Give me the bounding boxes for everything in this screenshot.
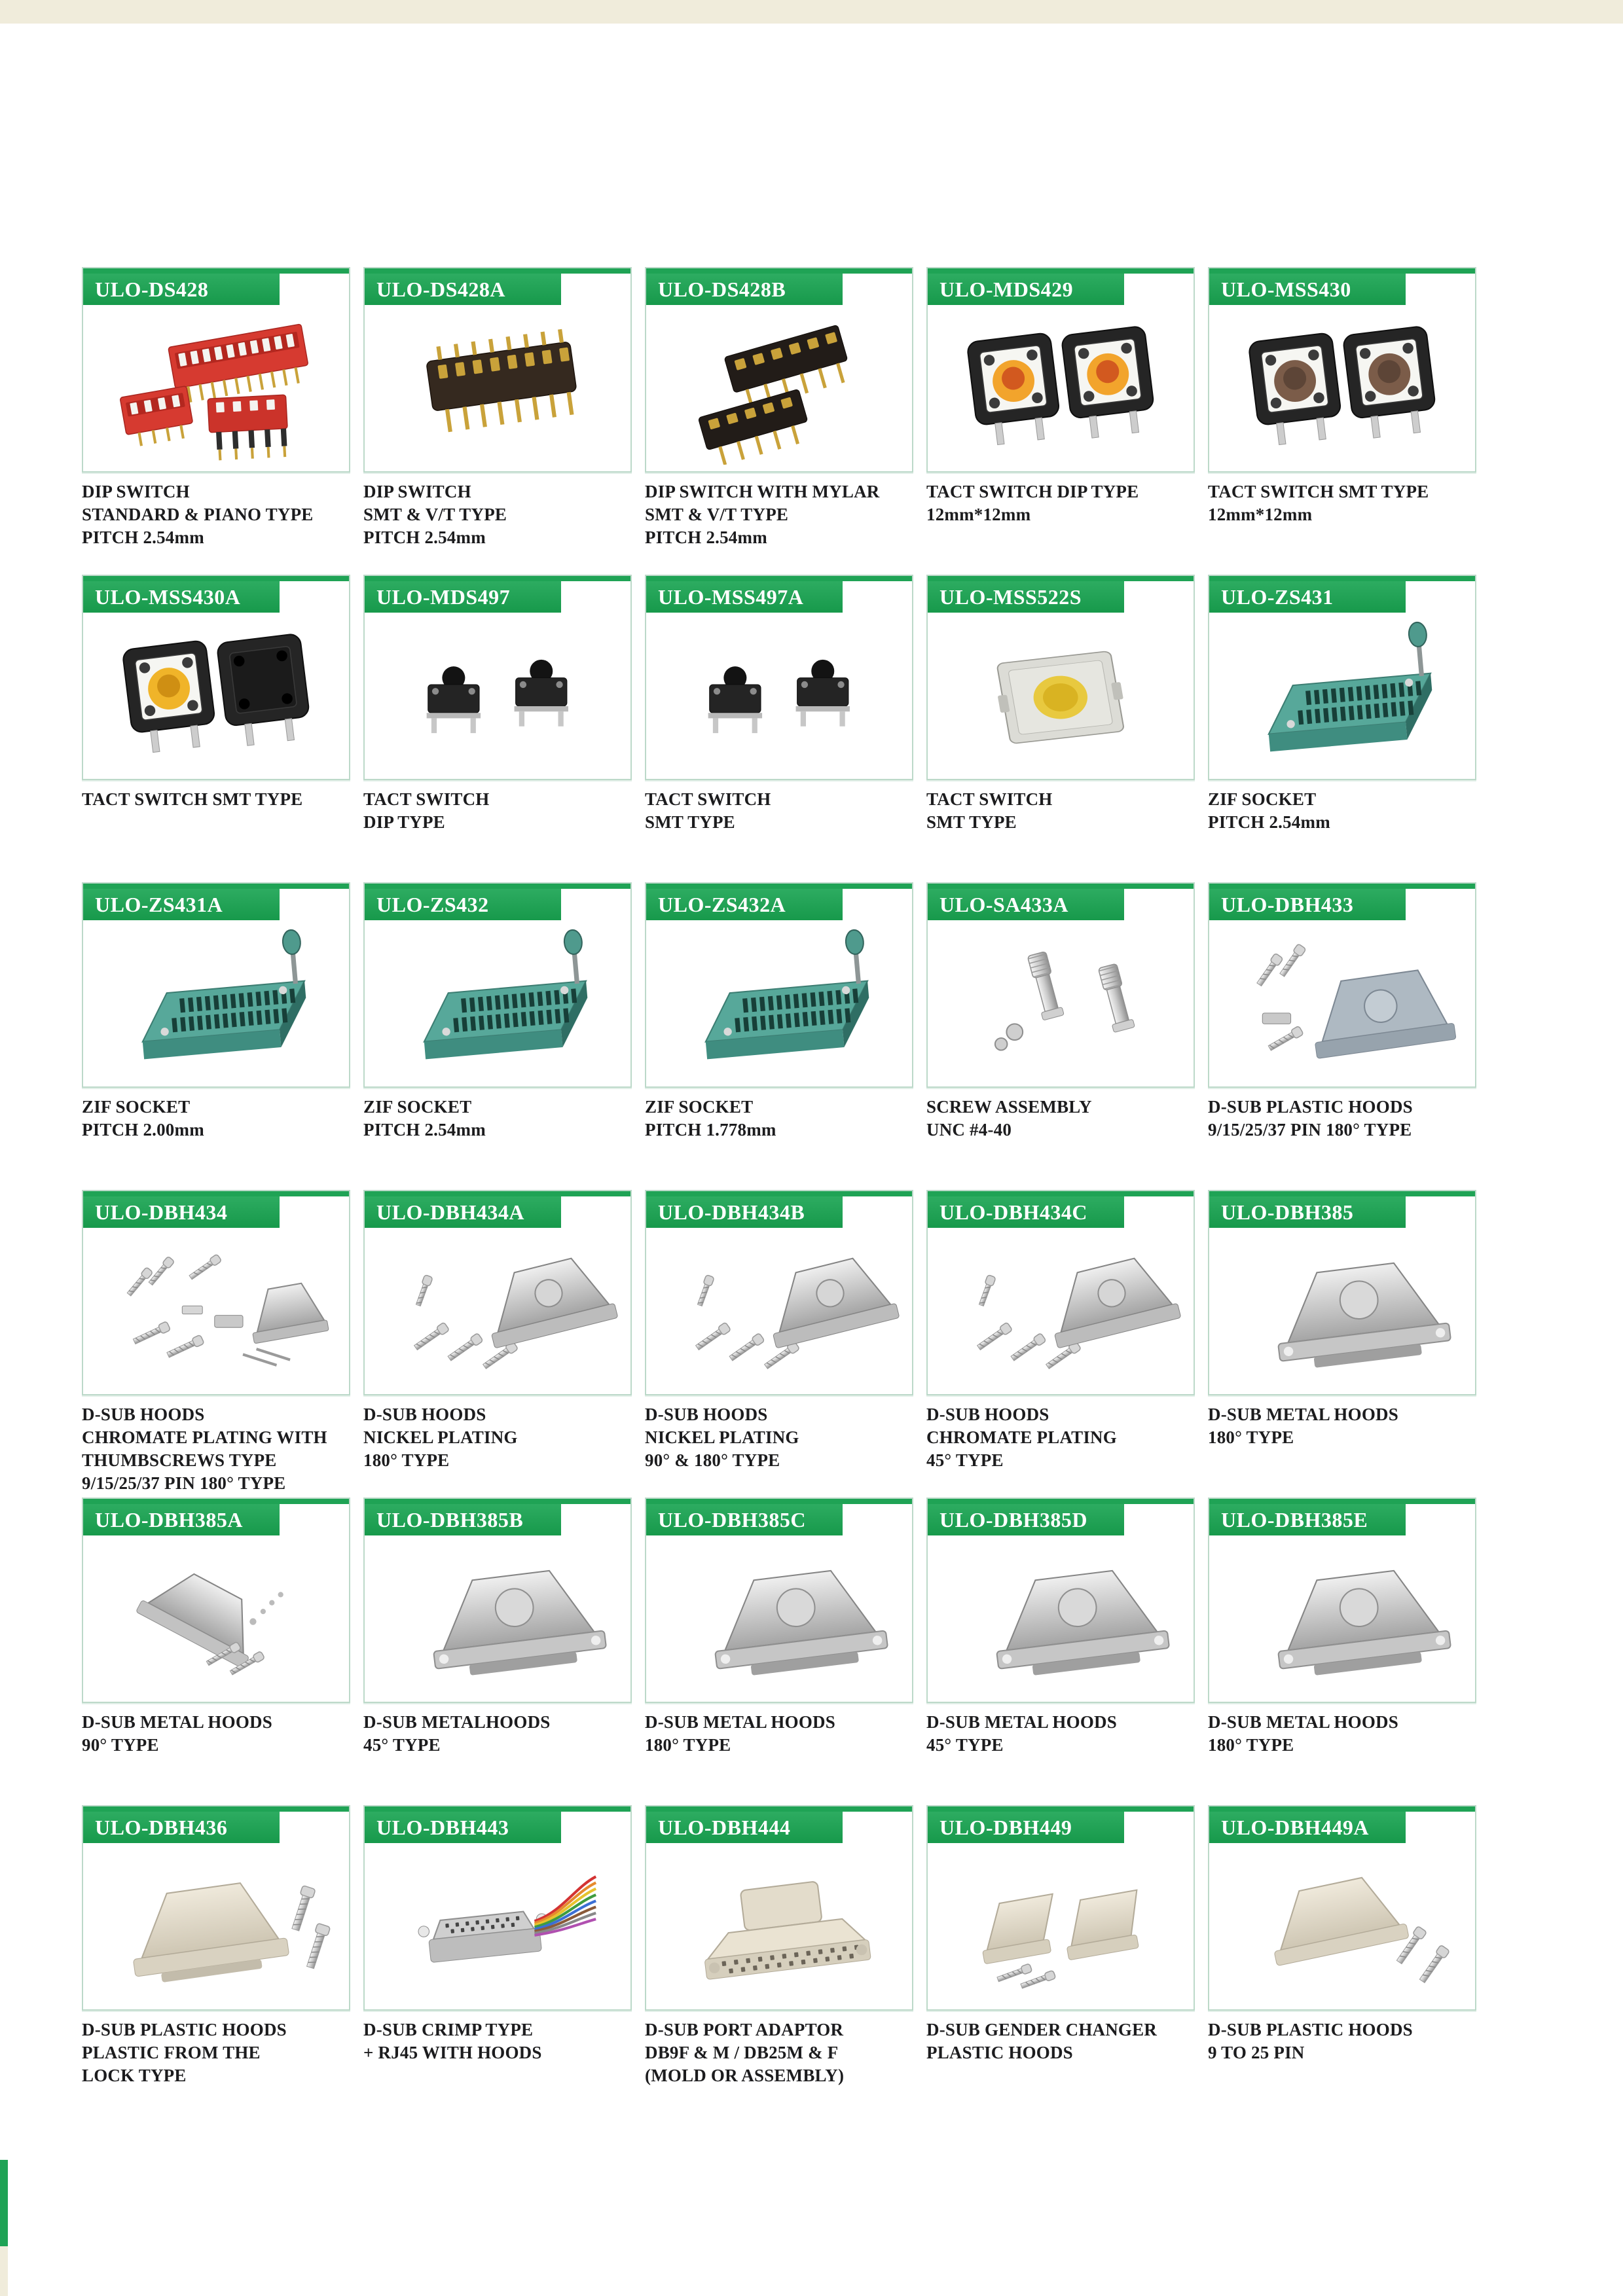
product-cell	[926, 1498, 1195, 1805]
product-card	[645, 1498, 913, 1703]
product-illustration-tact-switch-yellow	[83, 613, 349, 778]
product-description	[82, 480, 350, 549]
product-description-line: CHROMATE PLATING WITH	[82, 1427, 327, 1447]
product-description-line: SMT & V/T TYPE	[363, 505, 507, 524]
product-cell	[82, 882, 350, 1190]
card-top-strip	[365, 268, 630, 274]
product-cell	[926, 882, 1195, 1190]
product-code-label	[83, 889, 280, 920]
product-description-line: UNC #4-40	[926, 1120, 1012, 1139]
product-card	[645, 267, 913, 473]
product-description-line: D-SUB HOODS	[363, 1405, 486, 1424]
product-card	[926, 882, 1195, 1088]
product-illustration-metal-hood	[365, 1535, 630, 1700]
card-top-strip	[646, 884, 912, 889]
product-code-label	[928, 1812, 1124, 1843]
product-card	[82, 1190, 350, 1395]
product-description-line: D-SUB PLASTIC HOODS	[1208, 2020, 1413, 2039]
product-description	[82, 2018, 350, 2087]
product-description-line: ZIF SOCKET	[363, 1097, 472, 1117]
product-description	[82, 1403, 350, 1495]
card-top-strip	[928, 576, 1194, 581]
product-code-label	[1209, 1504, 1406, 1535]
product-illustration-port-adaptor	[646, 1843, 912, 2008]
card-top-strip	[928, 884, 1194, 889]
product-description	[363, 1711, 632, 1757]
product-code-label	[1209, 889, 1406, 920]
product-description-line: CHROMATE PLATING	[926, 1427, 1117, 1447]
card-top-strip	[1209, 1499, 1475, 1504]
product-description	[1208, 480, 1476, 526]
product-code-label	[83, 1504, 280, 1535]
product-description-line: TACT SWITCH DIP TYPE	[926, 482, 1139, 501]
product-description	[363, 1096, 632, 1141]
product-description-line: 180° TYPE	[363, 1450, 450, 1470]
page-edge-marker-green	[0, 2160, 8, 2246]
product-description-line: TACT SWITCH	[363, 789, 490, 809]
card-top-strip	[646, 268, 912, 274]
product-description-line: + RJ45 WITH HOODS	[363, 2043, 542, 2062]
product-cell	[1208, 575, 1476, 882]
product-code-label	[365, 274, 561, 305]
product-card	[1208, 575, 1476, 780]
product-code: ULO-ZS431A	[95, 892, 223, 916]
product-description-line: DIP SWITCH WITH MYLAR	[645, 482, 880, 501]
product-description	[645, 1096, 913, 1141]
product-description	[363, 788, 632, 834]
product-description	[645, 1711, 913, 1757]
product-illustration-zif-socket	[646, 920, 912, 1085]
product-card	[1208, 882, 1476, 1088]
product-code-label	[365, 581, 561, 613]
product-code: ULO-DBH434B	[658, 1200, 805, 1224]
product-description-line: D-SUB PLASTIC HOODS	[1208, 1097, 1413, 1117]
product-description-line: D-SUB CRIMP TYPE	[363, 2020, 534, 2039]
product-description	[645, 480, 913, 549]
card-top-strip	[1209, 576, 1475, 581]
product-illustration-hood-kit-gray	[1209, 920, 1475, 1085]
product-card	[363, 1498, 632, 1703]
product-description	[645, 2018, 913, 2087]
product-code: ULO-MDS429	[939, 277, 1074, 301]
top-accent-bar	[0, 0, 1623, 24]
product-code-label	[646, 581, 843, 613]
product-description-line: D-SUB HOODS	[645, 1405, 768, 1424]
product-description-line: D-SUB METALHOODS	[363, 1712, 551, 1732]
product-description-line: (MOLD OR ASSEMBLY)	[645, 2066, 845, 2085]
product-cell	[363, 882, 632, 1190]
card-top-strip	[83, 1191, 349, 1196]
product-code: ULO-DBH444	[658, 1815, 791, 1839]
product-code-label	[928, 1196, 1124, 1228]
product-description-line: 12mm*12mm	[926, 505, 1031, 524]
product-description	[1208, 788, 1476, 834]
product-description-line: 180° TYPE	[645, 1735, 731, 1755]
product-card	[363, 575, 632, 780]
product-card	[82, 1498, 350, 1703]
product-card	[645, 1190, 913, 1395]
product-illustration-dip-switch-mylar	[646, 305, 912, 470]
product-description-line: SMT & V/T TYPE	[645, 505, 789, 524]
product-description-line: SMT TYPE	[926, 812, 1017, 832]
product-cell	[926, 267, 1195, 575]
product-grid	[82, 267, 1476, 2113]
product-card	[645, 1805, 913, 2011]
product-description	[363, 2018, 632, 2064]
product-code: ULO-DBH385	[1221, 1200, 1354, 1224]
product-cell	[82, 1190, 350, 1498]
product-code-label	[646, 1196, 843, 1228]
card-top-strip	[928, 268, 1194, 274]
product-card	[645, 882, 913, 1088]
product-description	[1208, 2018, 1476, 2064]
product-card	[926, 575, 1195, 780]
product-code: ULO-ZS432	[376, 892, 489, 916]
product-code: ULO-SA433A	[939, 892, 1069, 916]
product-description-line: DIP SWITCH	[82, 482, 190, 501]
product-description-line: DB9F & M / DB25M & F	[645, 2043, 839, 2062]
product-illustration-metal-hood	[646, 1535, 912, 1700]
product-illustration-crimp-rj45	[365, 1843, 630, 2008]
product-illustration-hood-kit-parts	[83, 1228, 349, 1393]
product-cell	[1208, 1498, 1476, 1805]
product-description-line: NICKEL PLATING	[363, 1427, 518, 1447]
product-illustration-hood-kit-metal	[646, 1228, 912, 1393]
product-description-line: SCREW ASSEMBLY	[926, 1097, 1092, 1117]
product-cell	[645, 575, 913, 882]
card-top-strip	[83, 1499, 349, 1504]
product-code-label	[646, 274, 843, 305]
product-code-label	[365, 1812, 561, 1843]
product-code-label	[365, 1504, 561, 1535]
product-card	[363, 1190, 632, 1395]
product-description-line: PITCH 2.54mm	[1208, 812, 1330, 832]
product-card	[1208, 1805, 1476, 2011]
product-illustration-metal-hood-kit	[83, 1535, 349, 1700]
product-description-line: LOCK TYPE	[82, 2066, 187, 2085]
product-code-label	[1209, 1812, 1406, 1843]
product-code-label	[646, 1504, 843, 1535]
product-description-line: PITCH 2.54mm	[82, 528, 204, 547]
product-description	[363, 480, 632, 549]
product-code-label	[83, 581, 280, 613]
product-card	[1208, 1498, 1476, 1703]
product-description-line: D-SUB PORT ADAPTOR	[645, 2020, 844, 2039]
product-description	[926, 480, 1195, 526]
product-illustration-tact-switch-small	[646, 613, 912, 778]
card-top-strip	[83, 576, 349, 581]
product-card	[926, 1805, 1195, 2011]
product-description-line: D-SUB HOODS	[926, 1405, 1049, 1424]
product-illustration-screw-assembly	[928, 920, 1194, 1085]
product-code: ULO-DBH449	[939, 1815, 1072, 1839]
product-cell	[926, 1805, 1195, 2113]
product-description-line: PLASTIC HOODS	[926, 2043, 1073, 2062]
card-top-strip	[365, 576, 630, 581]
product-code: ULO-MSS497A	[658, 584, 804, 609]
product-description-line: TACT SWITCH SMT TYPE	[82, 789, 303, 809]
product-cell	[82, 267, 350, 575]
card-top-strip	[646, 1191, 912, 1196]
product-cell	[1208, 1190, 1476, 1498]
product-illustration-tact-switch-orange	[928, 305, 1194, 470]
product-code: ULO-DS428	[95, 277, 209, 301]
product-cell	[82, 1498, 350, 1805]
card-top-strip	[83, 268, 349, 274]
product-code-label	[928, 1504, 1124, 1535]
product-cell	[363, 575, 632, 882]
product-code-label	[83, 1812, 280, 1843]
product-illustration-zif-socket	[83, 920, 349, 1085]
product-description-line: D-SUB METAL HOODS	[1208, 1405, 1398, 1424]
product-description-line: D-SUB METAL HOODS	[1208, 1712, 1398, 1732]
product-illustration-metal-hood	[1209, 1535, 1475, 1700]
product-description-line: ZIF SOCKET	[645, 1097, 754, 1117]
product-description	[645, 1403, 913, 1472]
product-cell	[645, 1190, 913, 1498]
product-code: ULO-DBH443	[376, 1815, 509, 1839]
card-top-strip	[646, 1499, 912, 1504]
product-description	[926, 1096, 1195, 1141]
product-illustration-dip-switch-red	[83, 305, 349, 470]
product-illustration-gender-changer	[928, 1843, 1194, 2008]
product-cell	[363, 1190, 632, 1498]
product-code-label	[1209, 1196, 1406, 1228]
product-code-label	[365, 889, 561, 920]
product-code: ULO-MSS430	[1221, 277, 1351, 301]
card-top-strip	[646, 576, 912, 581]
card-top-strip	[365, 1806, 630, 1812]
product-description-line: 90° & 180° TYPE	[645, 1450, 780, 1470]
card-top-strip	[1209, 884, 1475, 889]
product-code: ULO-ZS432A	[658, 892, 786, 916]
product-cell	[926, 575, 1195, 882]
product-code: ULO-DBH434	[95, 1200, 228, 1224]
product-illustration-dip-switch-smt	[365, 305, 630, 470]
card-top-strip	[928, 1191, 1194, 1196]
product-illustration-tact-switch-small	[365, 613, 630, 778]
product-cell	[363, 267, 632, 575]
product-cell	[1208, 1805, 1476, 2113]
card-top-strip	[365, 1499, 630, 1504]
product-code-label	[928, 274, 1124, 305]
product-code: ULO-DS428B	[658, 277, 786, 301]
product-description-line: NICKEL PLATING	[645, 1427, 799, 1447]
card-top-strip	[83, 884, 349, 889]
product-description-line: D-SUB METAL HOODS	[926, 1712, 1117, 1732]
product-description-line: PLASTIC FROM THE	[82, 2043, 261, 2062]
product-illustration-metal-hood	[1209, 1228, 1475, 1393]
product-code-label	[1209, 581, 1406, 613]
product-code: ULO-DBH385E	[1221, 1507, 1368, 1532]
product-card	[82, 882, 350, 1088]
product-code: ULO-DBH449A	[1221, 1815, 1369, 1839]
product-code-label	[928, 581, 1124, 613]
product-description	[82, 1096, 350, 1141]
product-card	[926, 267, 1195, 473]
product-description-line: 9/15/25/37 PIN 180° TYPE	[82, 1473, 286, 1493]
product-description	[363, 1403, 632, 1472]
product-description-line: TACT SWITCH SMT TYPE	[1208, 482, 1429, 501]
product-code: ULO-DBH434C	[939, 1200, 1087, 1224]
product-description-line: D-SUB GENDER CHANGER	[926, 2020, 1158, 2039]
product-card	[363, 1805, 632, 2011]
card-top-strip	[1209, 1191, 1475, 1196]
product-code: ULO-MSS522S	[939, 584, 1082, 609]
product-description-line: 45° TYPE	[926, 1735, 1004, 1755]
product-card	[926, 1190, 1195, 1395]
product-description	[926, 1711, 1195, 1757]
product-code-label	[646, 1812, 843, 1843]
product-description-line: D-SUB METAL HOODS	[645, 1712, 835, 1732]
product-code-label	[646, 889, 843, 920]
product-card	[926, 1498, 1195, 1703]
product-code: ULO-MSS430A	[95, 584, 241, 609]
product-cell	[363, 1805, 632, 2113]
product-description	[82, 1711, 350, 1757]
product-code-label	[1209, 274, 1406, 305]
product-code: ULO-DBH385D	[939, 1507, 1087, 1532]
product-description	[82, 788, 350, 811]
product-description-line: SMT TYPE	[645, 812, 735, 832]
product-description-line: THUMBSCREWS TYPE	[82, 1450, 277, 1470]
product-card	[645, 575, 913, 780]
card-top-strip	[928, 1806, 1194, 1812]
product-description-line: PITCH 2.54mm	[363, 1120, 486, 1139]
product-illustration-hood-kit-metal	[365, 1228, 630, 1393]
product-code-label	[365, 1196, 561, 1228]
card-top-strip	[365, 884, 630, 889]
product-code: ULO-DBH385B	[376, 1507, 524, 1532]
product-description	[1208, 1711, 1476, 1757]
product-card	[363, 267, 632, 473]
product-description	[926, 1403, 1195, 1472]
product-description-line: PITCH 1.778mm	[645, 1120, 776, 1139]
product-code: ULO-DBH436	[95, 1815, 228, 1839]
product-card	[1208, 267, 1476, 473]
product-description-line: D-SUB HOODS	[82, 1405, 205, 1424]
product-card	[1208, 1190, 1476, 1395]
product-code-label	[83, 274, 280, 305]
card-top-strip	[1209, 1806, 1475, 1812]
product-description-line: DIP TYPE	[363, 812, 445, 832]
product-illustration-plastic-hood	[83, 1843, 349, 2008]
product-description-line: 12mm*12mm	[1208, 505, 1313, 524]
card-top-strip	[646, 1806, 912, 1812]
product-card	[363, 882, 632, 1088]
product-cell	[645, 267, 913, 575]
product-description-line: TACT SWITCH	[645, 789, 771, 809]
product-description-line: 9 TO 25 PIN	[1208, 2043, 1305, 2062]
product-description-line: PITCH 2.54mm	[363, 528, 486, 547]
product-code: ULO-ZS431	[1221, 584, 1334, 609]
product-card	[82, 1805, 350, 2011]
product-card	[82, 575, 350, 780]
product-description-line: 180° TYPE	[1208, 1427, 1294, 1447]
product-code-label	[928, 889, 1124, 920]
product-cell	[82, 1805, 350, 2113]
product-description	[1208, 1096, 1476, 1141]
card-top-strip	[1209, 268, 1475, 274]
page-edge-marker-beige	[0, 2246, 8, 2296]
product-description-line: PITCH 2.54mm	[645, 528, 767, 547]
product-cell	[1208, 882, 1476, 1190]
card-top-strip	[928, 1499, 1194, 1504]
product-description-line: 180° TYPE	[1208, 1735, 1294, 1755]
product-description-line: DIP SWITCH	[363, 482, 471, 501]
product-description-line: 45° TYPE	[363, 1735, 441, 1755]
product-description-line: STANDARD & PIANO TYPE	[82, 505, 314, 524]
product-illustration-tact-switch-brown	[1209, 305, 1475, 470]
product-illustration-metal-hood	[928, 1535, 1194, 1700]
card-top-strip	[365, 1191, 630, 1196]
product-description-line: PITCH 2.00mm	[82, 1120, 204, 1139]
product-cell	[645, 1805, 913, 2113]
product-description-line: ZIF SOCKET	[1208, 789, 1317, 809]
product-description	[1208, 1403, 1476, 1449]
product-cell	[645, 882, 913, 1190]
card-top-strip	[83, 1806, 349, 1812]
product-illustration-zif-socket	[365, 920, 630, 1085]
product-code-label	[83, 1196, 280, 1228]
product-description-line: 45° TYPE	[926, 1450, 1004, 1470]
product-description-line: 90° TYPE	[82, 1735, 159, 1755]
product-description-line: D-SUB PLASTIC HOODS	[82, 2020, 287, 2039]
product-description-line: TACT SWITCH	[926, 789, 1053, 809]
product-description-line: 9/15/25/37 PIN 180° TYPE	[1208, 1120, 1412, 1139]
product-cell	[645, 1498, 913, 1805]
product-code: ULO-DBH385A	[95, 1507, 243, 1532]
product-cell	[363, 1498, 632, 1805]
product-description	[926, 788, 1195, 834]
product-code: ULO-DBH433	[1221, 892, 1354, 916]
product-cell	[926, 1190, 1195, 1498]
product-description-line: D-SUB METAL HOODS	[82, 1712, 272, 1732]
product-code: ULO-DBH385C	[658, 1507, 806, 1532]
product-code: ULO-MDS497	[376, 584, 511, 609]
product-illustration-plastic-hood-screws	[1209, 1843, 1475, 2008]
product-code: ULO-DBH434A	[376, 1200, 524, 1224]
product-cell	[1208, 267, 1476, 575]
product-cell	[82, 575, 350, 882]
product-description	[926, 2018, 1195, 2064]
product-illustration-hood-kit-metal	[928, 1228, 1194, 1393]
product-code: ULO-DS428A	[376, 277, 506, 301]
product-card	[82, 267, 350, 473]
product-illustration-zif-socket	[1209, 613, 1475, 778]
product-description-line: ZIF SOCKET	[82, 1097, 191, 1117]
product-description	[645, 788, 913, 834]
product-illustration-tact-switch-flat	[928, 613, 1194, 778]
